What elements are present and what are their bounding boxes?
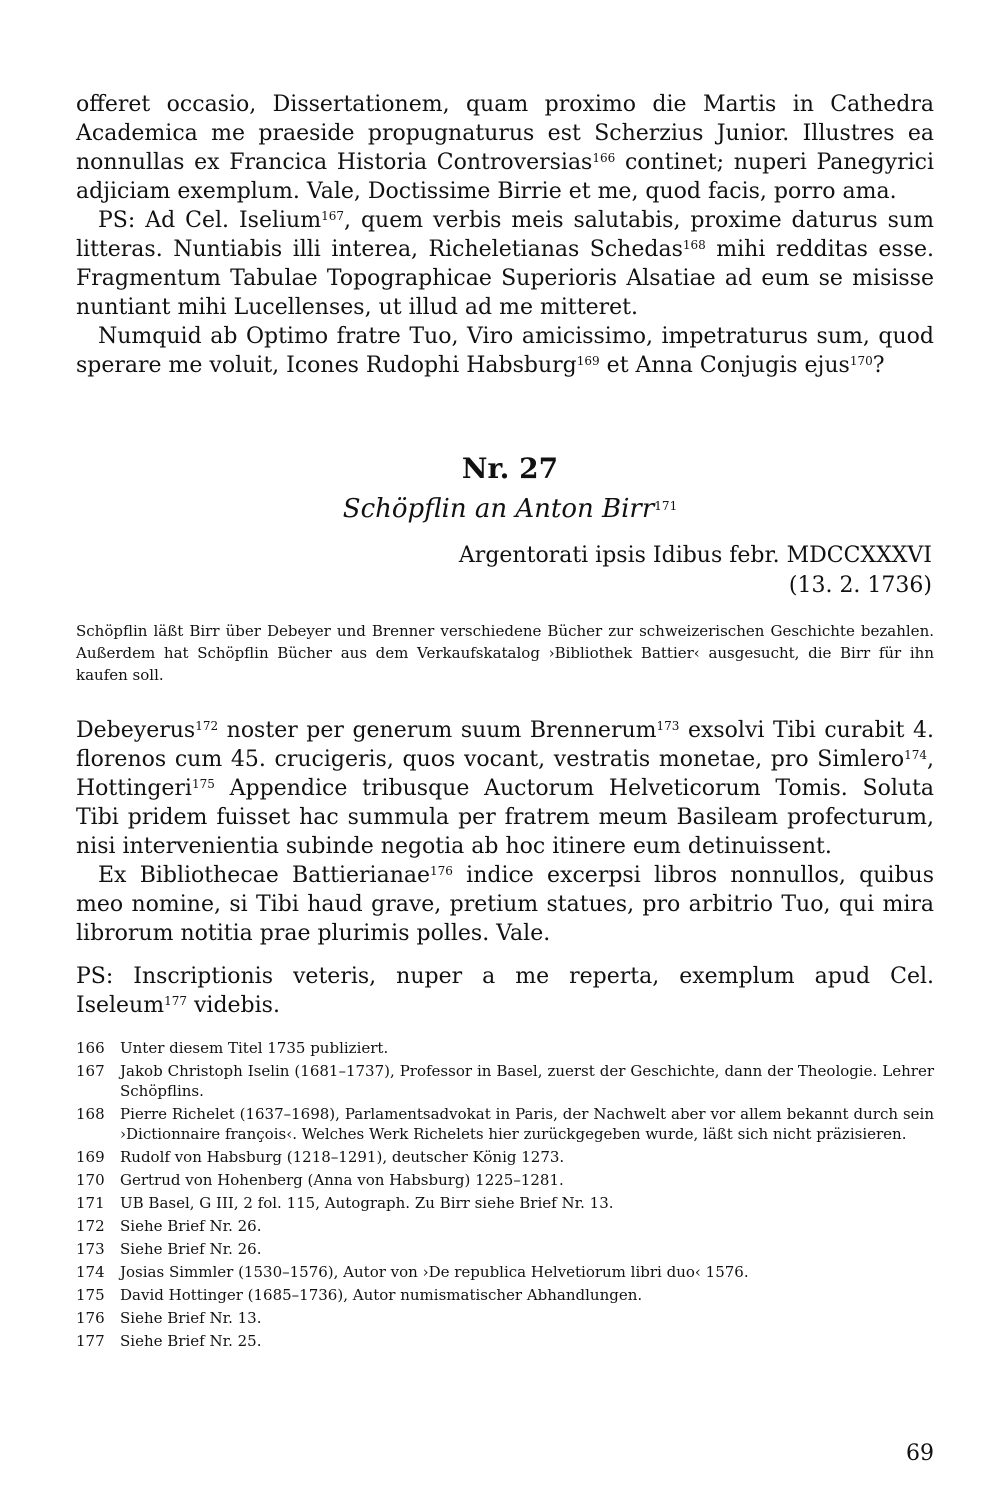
footnote	[76, 1285, 934, 1305]
footnote-number: 166	[76, 1039, 105, 1057]
footnote-text: Gertrud von Hohenberg (Anna von Habsburg) 1225–1281.	[120, 1171, 564, 1189]
footnote-number: 168	[76, 1105, 105, 1123]
footnote	[76, 1038, 934, 1058]
dateline: Argentorati ipsis Idibus febr. MDCCXXXVI	[458, 543, 932, 568]
footnote-number: 174	[76, 1263, 105, 1281]
footnote-number: 169	[76, 1148, 105, 1166]
footnote-text: David Hottinger (1685–1736), Autor numismatischer Abhandlungen.	[120, 1286, 643, 1304]
footnote-ref[interactable]: 174	[904, 748, 927, 762]
footnote-ref[interactable]: 167	[321, 209, 344, 223]
footnote-ref[interactable]: 173	[656, 719, 680, 733]
footnote-ref[interactable]: 166	[592, 151, 616, 165]
paragraph: Debeyerus$^{172}$ noster per generum suum Brennerum$^{173}$ exsolvi Tibi curabit 4. florenos cum 45. crucigeris, quos vocant, vestratis monetae, pro Simlero$^{174}$, Hottingeri$^{175}$ Appendice tribusque Auctorum Helveticorum Tomis. Soluta Tibi pridem fuisset hac summula per fratrem meum Basileam profecturum, nisi intervenientia subinde negotia ab hoc itinere eum detinuissent.	[76, 718, 934, 859]
footnote-text: Jakob Christoph Iselin (1681–1737), Professor in Basel, zuerst der Geschichte, dann der Theologie. Lehrer Schöpflins.	[120, 1062, 934, 1100]
footnote-text: Siehe Brief Nr. 13.	[120, 1309, 262, 1327]
footnote-number: 175	[76, 1286, 105, 1304]
page-number: 69	[906, 1441, 934, 1466]
footnote-number: 171	[76, 1194, 105, 1212]
footnote-number: 167	[76, 1062, 105, 1080]
paragraph: Ex Bibliothecae Battierianae$^{176}$ indice excerpsi libros nonnullos, quibus meo nomine, si Tibi haud grave, pretium statues, pro arbitrio Tuo, qui mira librorum notitia prae plurimis polles. Vale.	[76, 863, 934, 946]
footnote	[76, 1331, 934, 1351]
footnote-text: Siehe Brief Nr. 26.	[120, 1240, 262, 1258]
footnote-ref[interactable]: 171	[654, 499, 678, 513]
footnote-number: 170	[76, 1171, 105, 1189]
footnote-number: 177	[76, 1332, 105, 1350]
footnote-text: Siehe Brief Nr. 26.	[120, 1217, 262, 1235]
footnote-ref[interactable]: 168	[682, 238, 706, 252]
footnote	[76, 1239, 934, 1259]
footnote-ref[interactable]: 170	[849, 354, 873, 368]
footnote-ref[interactable]: 177	[164, 994, 187, 1008]
footnote-text: Pierre Richelet (1637–1698), Parlamentsadvokat in Paris, der Nachwelt aber vor allem bekannt durch sein ›Dictionnaire françois‹. Welches Werk Richelets hier zurückgegeben wurde, läßt sich nicht präzisieren.	[120, 1105, 934, 1143]
footnote-text: UB Basel, G III, 2 fol. 115, Autograph. Zu Birr siehe Brief Nr. 13.	[120, 1194, 614, 1212]
footnote	[76, 1193, 934, 1213]
postscript: PS: Ad Cel. Iselium$^{167}$, quem verbis meis salutabis, proxime daturus sum litteras. Nuntiabis illi interea, Richeletianas Schedas$^{168}$ mihi redditas esse. Fragmentum Tabulae Topographicae Superioris Alsatiae ad eum se misisse nuntiant mihi Lucellenses, ut illud ad me mitteret.	[76, 208, 934, 320]
footnote-text: Siehe Brief Nr. 25.	[120, 1332, 262, 1350]
letter-number: Nr. 27	[461, 452, 559, 485]
footnote	[76, 1308, 934, 1328]
footnote-text: Unter diesem Titel 1735 publiziert.	[120, 1039, 389, 1057]
footnote	[76, 1262, 934, 1282]
footnote-number: 173	[76, 1240, 105, 1258]
footnote	[76, 1061, 934, 1101]
footnote	[76, 1147, 934, 1167]
footnote-ref[interactable]: 172	[195, 719, 219, 733]
letter-title: Schöpflin an Anton Birr$^{171}$	[342, 494, 678, 524]
previous-letter-ending	[76, 90, 934, 380]
footnote	[76, 1170, 934, 1190]
letter-body	[76, 716, 934, 1020]
footnote-text: Josias Simmler (1530–1576), Autor von ›De republica Helvetiorum libri duo‹ 1576.	[120, 1263, 749, 1281]
footnote-ref[interactable]: 176	[430, 864, 453, 878]
footnote	[76, 1104, 934, 1144]
footnote-number: 176	[76, 1309, 105, 1327]
footnotes	[76, 1038, 934, 1354]
footnote-ref[interactable]: 169	[576, 354, 600, 368]
postscript: PS: Inscriptionis veteris, nuper a me reperta, exemplum apud Cel. Iseleum$^{177}$ videbis.	[76, 964, 934, 1018]
paragraph: Numquid ab Optimo fratre Tuo, Viro amicissimo, impetraturus sum, quod sperare me voluit, Icones Rudophi Habsburg$^{169}$ et Anna Conjugis ejus$^{170}$?	[76, 324, 934, 378]
paragraph: offeret occasio, Dissertationem, quam proximo die Martis in Cathedra Academica me praeside propugnaturus est Scherzius Junior. Illustres ea nonnullas ex Francica Historia Controversias$^{166}$ continet; nuperi Panegyrici adjiciam exemplum. Vale, Doctissime Birrie et me, quod facis, porro ama.	[76, 92, 934, 204]
footnote-text: Rudolf von Habsburg (1218–1291), deutscher König 1273.	[120, 1148, 565, 1166]
footnote	[76, 1216, 934, 1236]
date: (13. 2. 1736)	[788, 573, 932, 598]
footnote-number: 172	[76, 1217, 105, 1235]
letter-summary: Schöpflin läßt Birr über Debeyer und Brenner verschiedene Bücher zur schweizerischen Geschichte bezahlen. Außerdem hat Schöpflin Bücher aus dem Verkaufskatalog ›Bibliothek Battier‹ ausgesucht, die Birr für ihn kaufen soll.	[76, 622, 934, 684]
footnote-ref[interactable]: 175	[191, 777, 215, 791]
